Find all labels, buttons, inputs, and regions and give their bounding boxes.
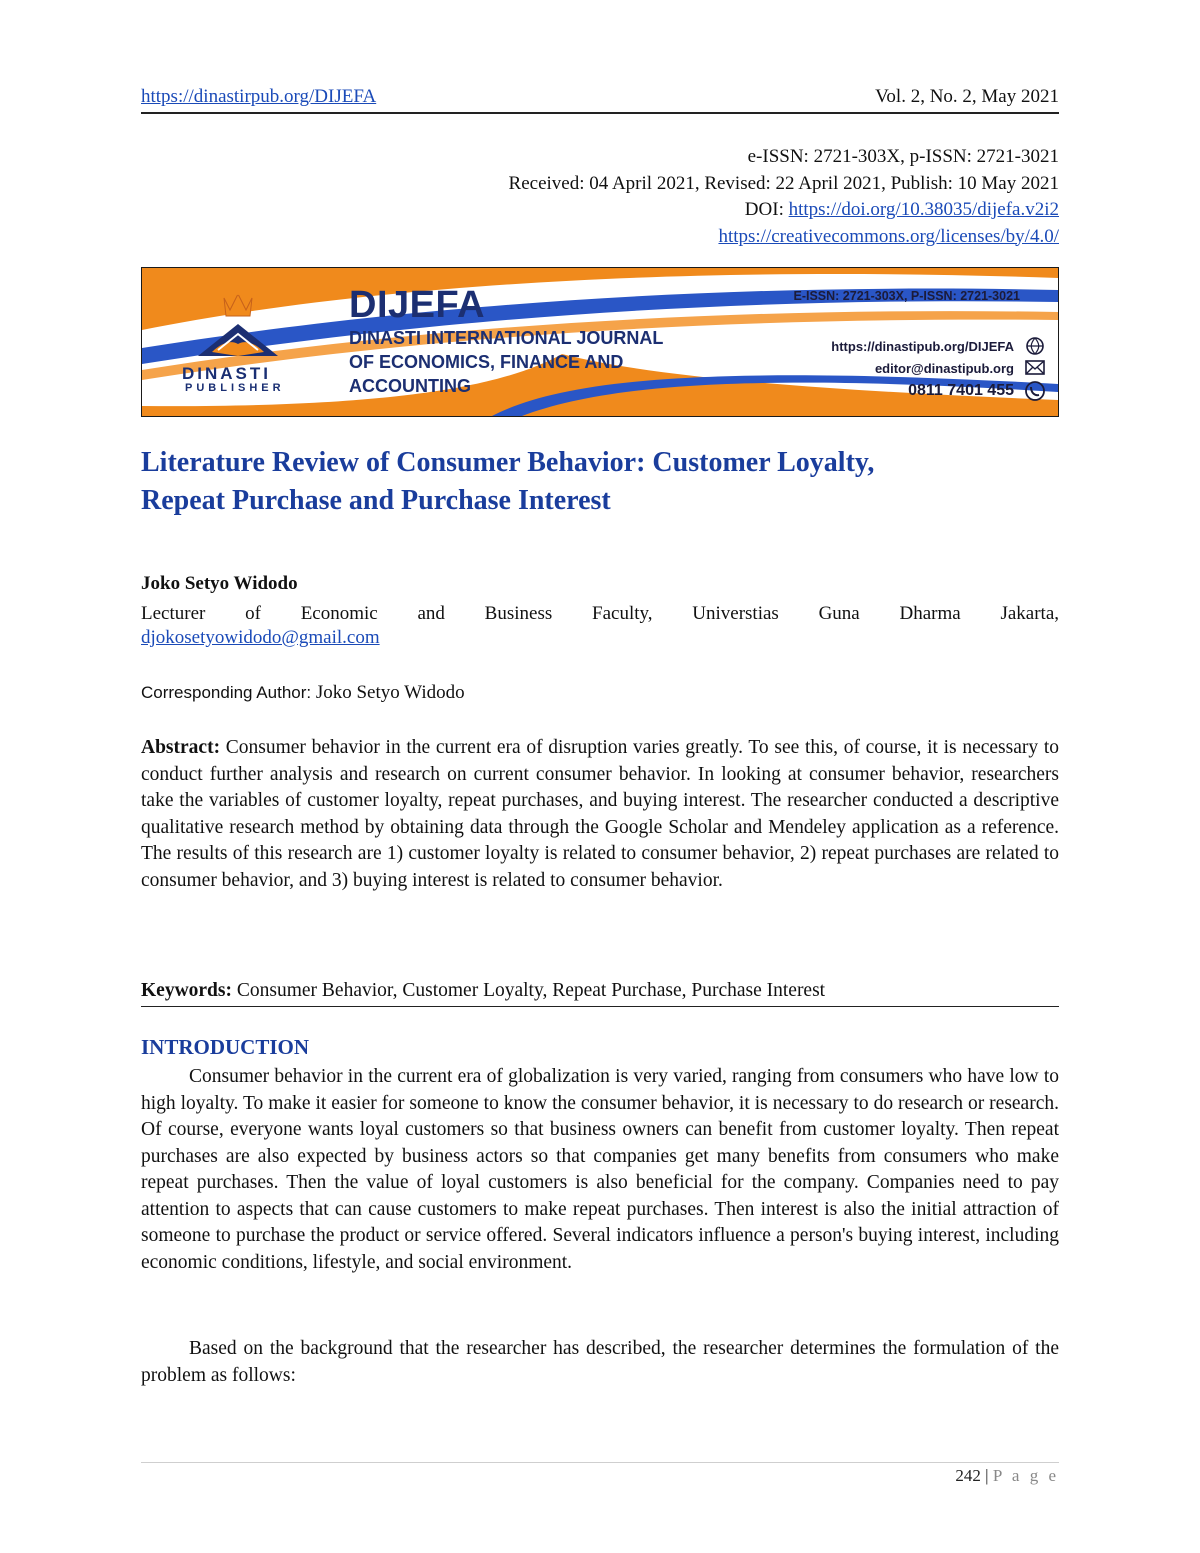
license-line [509,224,1059,251]
banner-email: editor@dinastipub.org [874,361,1014,376]
abstract [141,735,1059,894]
page-number: 242 [955,1466,981,1485]
banner-subtitle [349,326,663,398]
doi-line [509,197,1059,224]
running-header [141,86,1059,114]
section-heading-introduction: INTRODUCTION [141,1035,310,1059]
corresponding-name: Joko Setyo Widodo [315,682,465,703]
banner-website: https://dinastipub.org/DIJEFA [831,339,1014,354]
corresponding-label: Corresponding Author: [141,683,316,702]
journal-banner [141,267,1059,417]
page-footer [955,1466,1059,1486]
author-email-link[interactable]: djokosetyowidodo@gmail.com [141,627,380,648]
abstract-label: Abstract: [141,737,221,758]
article-title-line: Literature Review of Consumer Behavior: Customer Loyalty, [141,447,875,478]
keywords [141,978,1059,1007]
corresponding-author [141,682,465,704]
body-paragraph: Based on the background that the researcher has described, the researcher determines the formulation of the problem as follows: [141,1338,1059,1386]
banner-subtitle-line: OF ECONOMICS, FINANCE AND [349,352,624,372]
publisher-sub: PUBLISHER [185,382,285,394]
footer-divider [141,1462,1059,1463]
keywords-text: Consumer Behavior, Customer Loyalty, Repeat Purchase, Purchase Interest [232,980,826,1001]
body-paragraph: Consumer behavior in the current era of globalization is very varied, ranging from consumers who have low to high loyalty. To make it easier for someone to know the consumer behavior, it is necessary to do research or research. Of course, everyone wants loyal customers so that business owners can benefit from customer loyalty. Then repeat purchases are also expected by business actors so that companies get many benefits from consumers who make repeat purchases. Then the value of loyal customers is also beneficial for the company. Companies need to pay attention to aspects that can cause customers to make repeat purchases. Then interest is also the initial attraction of someone to purchase the product or service offered. Several indicators influence a person's buying interest, including economic conditions, lifestyle, and social environment. [141,1066,1059,1273]
volume-info: Vol. 2, No. 2, May 2021 [875,86,1059,107]
dates-line: Received: 04 April 2021, Revised: 22 April 2021, Publish: 10 May 2021 [508,172,1059,194]
publication-meta [509,144,1059,250]
globe-icon [1027,338,1043,354]
author-name: Joko Setyo Widodo [141,573,298,594]
publisher-name: DINASTI [182,364,271,383]
doi-link[interactable]: https://doi.org/10.38035/dijefa.v2i2 [788,199,1059,220]
keywords-label: Keywords: [141,980,232,1001]
doi-label: DOI: [744,199,789,220]
abstract-text: Consumer behavior in the current era of disruption varies greatly. To see this, of course, it is necessary to conduct further analysis and research on current consumer behavior. In looking at consumer behavior, researchers take the variables of customer loyalty, repeat purchases, and buying interest. The researcher conducted a descriptive qualitative research method by obtaining data through the Google Scholar and Mendeley application as a reference. The results of this research are 1) customer loyalty is related to consumer behavior, 2) repeat purchases are related to consumer behavior, and 3) buying interest is related to consumer behavior. [141,737,1059,891]
author-affiliation: Lecturer of Economic and Business Faculty, Universtias Guna Dharma Jakarta, [141,603,1059,624]
article-title [141,444,1059,520]
banner-subtitle-line: ACCOUNTING [349,376,471,396]
page-word: P a g e [992,1466,1059,1485]
issn-line: e-ISSN: 2721-303X, p-ISSN: 2721-3021 [747,146,1059,167]
mail-icon [1026,361,1044,374]
license-link[interactable]: https://creativecommons.org/licenses/by/4.0/ [718,225,1059,247]
banner-subtitle-line: DINASTI INTERNATIONAL JOURNAL [349,328,664,348]
banner-title: DIJEFA [349,284,486,326]
article-title-line: Repeat Purchase and Purchase Interest [141,485,611,516]
banner-issn: E-ISSN: 2721-303X, P-ISSN: 2721-3021 [793,289,1020,303]
journal-link[interactable]: https://dinastirpub.org/DIJEFA [141,86,377,107]
footer-separator: | [980,1466,993,1485]
banner-phone: 0811 7401 455 [908,382,1014,399]
